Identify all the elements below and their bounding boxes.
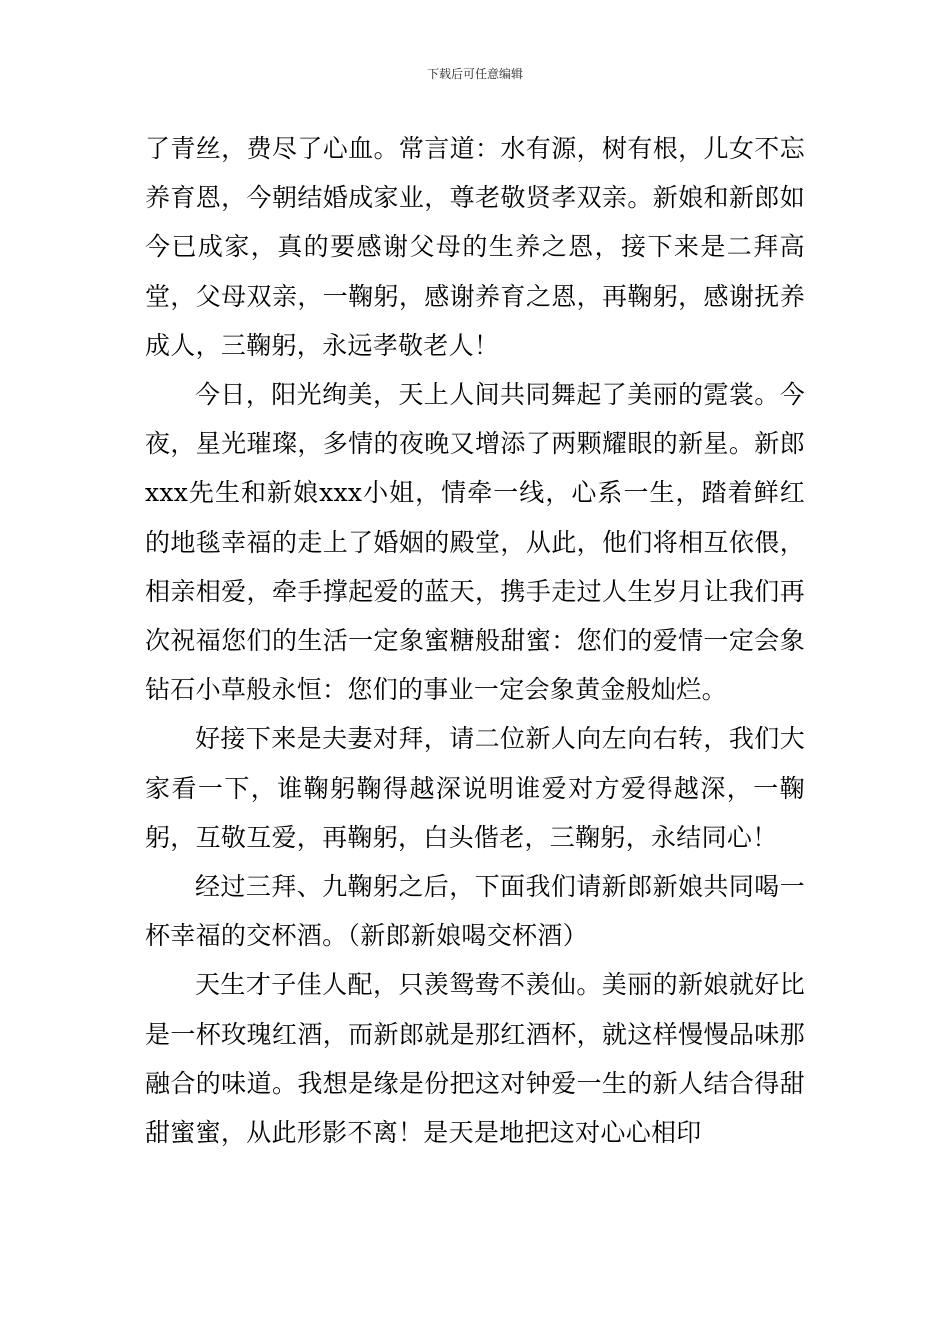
paragraph: 天生才子佳人配，只羡鸳鸯不羡仙。美丽的新娘就好比是一杯玫瑰红酒，而新郎就是那红酒杯，就这样慢慢品味那融合的味道。我想是缘是份把这对钟爱一生的新人结合得甜甜蜜蜜，从此形影不离！是天是地把这对心心相印 [145,970,805,1148]
paragraph: 经过三拜、九鞠躬之后，下面我们请新郎新娘共同喝一杯幸福的交杯酒。（新郎新娘喝交杯酒） [145,872,805,951]
paragraph-continued: 了青丝，费尽了心血。常言道：水有源，树有根，儿女不忘养育恩，今朝结婚成家业，尊老敬贤孝双亲。新娘和新郎如今已成家，真的要感谢父母的生养之恩，接下来是二拜高堂，父母双亲，一鞠躬，感谢养育之恩，再鞠躬，感谢抚养成人，三鞠躬，永远孝敬老人！ [145,134,805,360]
paragraph: 好接下来是夫妻对拜，请二位新人向左向右转，我们大家看一下，谁鞠躬鞠得越深说明谁爱对方爱得越深，一鞠躬，互敬互爱，再鞠躬，白头偕老，三鞠躬，永结同心！ [145,724,805,852]
paragraph: 今日，阳光绚美，天上人间共同舞起了美丽的霓裳。今夜，星光璀璨，多情的夜晚又增添了两颗耀眼的新星。新郎xxx先生和新娘xxx小姐，情牵一线，心系一生，踏着鲜红的地毯幸福的走上了婚姻的殿堂，从此，他们将相互依偎，相亲相爱，牵手撑起爱的蓝天，携手走过人生岁月让我们再次祝福您们的生活一定象蜜糖般甜蜜：您们的爱情一定会象钻石小草般永恒：您们的事业一定会象黄金般灿烂。 [145,380,805,705]
page-header: 下载后可任意编辑 [426,67,523,81]
document-body [145,124,805,1157]
